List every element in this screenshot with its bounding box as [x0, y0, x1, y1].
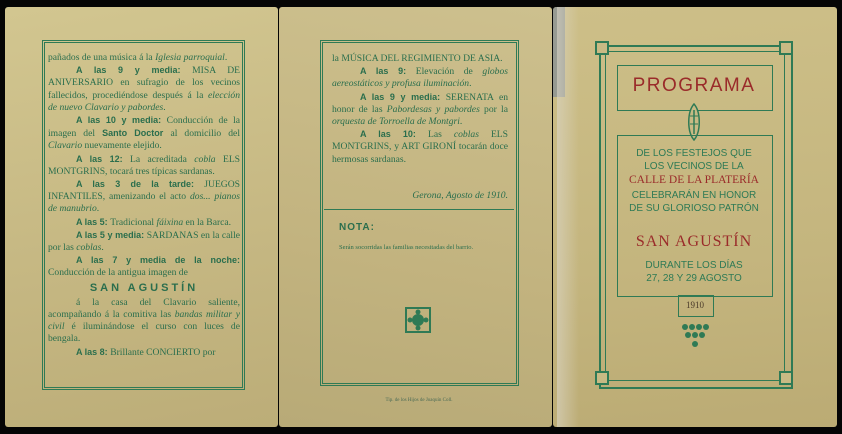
text-run: dos... pianos de manubrio [48, 191, 240, 215]
ornament-icon [405, 307, 431, 333]
text-run: A las 9: [360, 66, 416, 77]
cover-title: PROGRAMA [632, 75, 756, 96]
left-page-text [48, 52, 240, 359]
text-run: JUEGOS INFANTILES, amenizando el acto [48, 179, 240, 203]
paragraph [48, 346, 240, 359]
text-run: . [469, 78, 472, 90]
text-run: SARDANAS en la calle por las [48, 229, 240, 254]
text-run: ELS MONTGRINS, y ART GIRONÍ tocarán doce hermosas sardanas. [332, 129, 508, 165]
text-run: A las 10: [360, 129, 429, 140]
paragraph [48, 216, 240, 229]
text-run: elección de nuevo Clavario y pabordes [48, 89, 240, 113]
cover-line: DE SU GLORIOSO PATRÓN [629, 203, 759, 214]
paragraph [332, 53, 508, 65]
cover-line: LOS VECINOS DE LA [644, 161, 744, 172]
paragraph [48, 282, 240, 295]
cover-lines-3 [611, 259, 777, 285]
text-run: A las 8: [76, 346, 111, 357]
paragraph [332, 91, 508, 129]
corner-ornament [595, 371, 609, 385]
text-run: orquesta de Torroella de Montgri [332, 116, 460, 128]
text-run: fáixina [156, 216, 186, 228]
dots-ornament-icon [681, 323, 709, 353]
cover-line: 27, 28 Y 29 AGOSTO [646, 273, 742, 284]
spine-wear [557, 7, 579, 427]
text-run: A las 9 y media: [76, 65, 193, 76]
text-run: Conducción de la imagen del [48, 115, 240, 140]
text-run: Pabordesas y pabordes [386, 103, 485, 115]
paragraph [48, 297, 240, 346]
text-run: Las [428, 129, 454, 141]
text-run: Conducción de la antigua imagen de [48, 267, 188, 279]
text-run: A las 12: [76, 153, 131, 164]
text-run: Clavario [48, 140, 85, 152]
year: 1910 [686, 300, 704, 310]
nota-title: NOTA: [339, 222, 375, 233]
text-run: coblas [76, 242, 102, 254]
text-run: . [163, 101, 166, 113]
street-name: CALLE DE LA PLATERÍA [628, 174, 759, 186]
text-run: . [224, 52, 228, 63]
text-run: Tradicional [110, 216, 157, 228]
paragraph [48, 114, 240, 153]
text-run: en la Barca. [185, 216, 232, 228]
text-run: SERENATA en honor de las [332, 91, 508, 115]
middle-page [279, 7, 552, 427]
cover-line: DURANTE LOS DÍAS [645, 260, 743, 271]
saint-name: SAN AGUSTÍN [635, 233, 753, 250]
text-run: bandas militar y civil [48, 309, 240, 333]
text-run: . [459, 116, 463, 128]
paragraph [332, 65, 508, 90]
signature: Gerona, Agosto de 1910. [412, 190, 508, 201]
text-run: A las 10 y media: [76, 115, 167, 126]
text-run: SAN AGUSTÍN [89, 281, 199, 294]
text-run: por la [484, 103, 508, 115]
text-run: A las 7 y media de la noche: [76, 255, 240, 266]
text-run: cobla [194, 153, 223, 165]
text-run: globos aereostáticos y profusa iluminación [332, 66, 508, 90]
nota-text: Serán socorridas las familias necesitadas del barrio. [339, 244, 474, 251]
text-run: é iluminándose el curso con luces de bengala. [48, 321, 240, 345]
cover-line: CELEBRARÁN EN HONOR [631, 190, 757, 201]
text-run: A las 5 y media: [76, 229, 147, 240]
text-run: Brillante CONCIERTO por [110, 346, 216, 358]
text-run: ELS MONTGRINS, tocará tres típicas sardanas. [48, 153, 241, 177]
text-run: la MÚSICA DEL REGIMIENTO DE ASIA. [332, 53, 503, 64]
text-run: nuevamente elejido. [84, 140, 162, 152]
text-run: . [101, 242, 104, 254]
text-run: La acreditada [130, 153, 195, 165]
cover-lines-1 [611, 147, 777, 173]
corner-ornament [595, 41, 609, 55]
paragraph [48, 64, 240, 114]
corner-ornament [779, 41, 793, 55]
text-run: A las 5: [76, 216, 111, 227]
left-page [5, 7, 278, 427]
cover-line: DE LOS FESTEJOS QUE [636, 148, 752, 159]
text-run: coblas [453, 129, 491, 141]
paragraph [48, 254, 240, 279]
text-run: Santo Doctor [102, 128, 171, 139]
paragraph [48, 153, 240, 178]
paragraph [48, 52, 240, 64]
text-run: Elevación de [415, 66, 483, 78]
paragraph [332, 128, 508, 166]
text-run: . [96, 203, 100, 215]
paragraph [48, 229, 240, 254]
cover-page [553, 7, 837, 427]
printer-credit: Tip. de los Hijos de Joaquín Coll. [385, 398, 453, 403]
text-run: pañados de una música á la [48, 52, 156, 63]
divider [324, 209, 514, 210]
text-run: al domicilio del [170, 128, 240, 140]
text-run: Iglesia parroquial [155, 52, 225, 63]
middle-page-text [332, 53, 508, 166]
corner-ornament [779, 371, 793, 385]
text-run: A las 3 de la tarde: [76, 179, 205, 190]
cover-lines-2 [611, 189, 777, 215]
text-run: á la casa del Clavario saliente, acompañando á la comitiva las [48, 296, 240, 321]
text-run: MISA DE ANIVERSARIO en sufragio de los vecinos fallecidos, procediéndose después á la [48, 65, 240, 101]
text-run: A las 9 y media: [360, 91, 446, 102]
paragraph [48, 178, 240, 216]
